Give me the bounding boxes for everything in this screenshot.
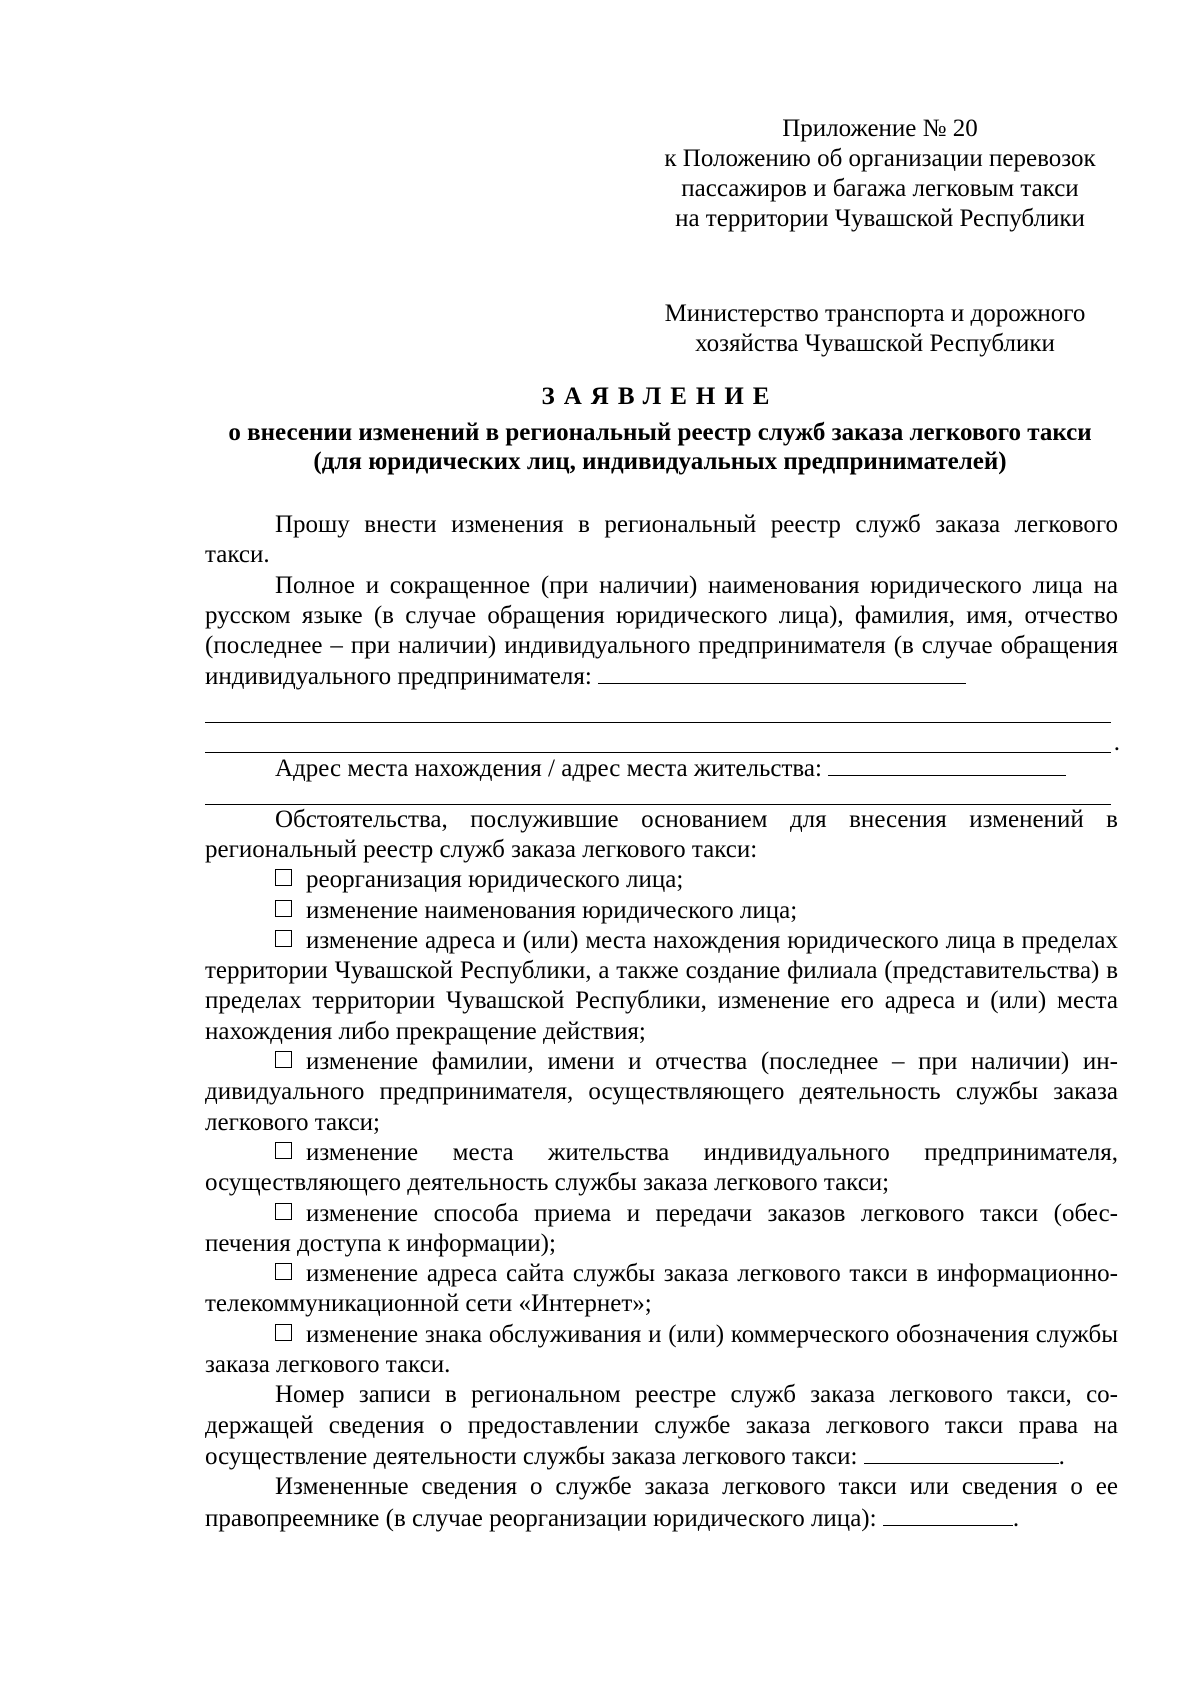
address-input-line[interactable] (828, 753, 1066, 776)
checkbox[interactable] (275, 1203, 292, 1220)
option-label: изменение адреса сайта службы заказа легкового такси в информационно-телекоммуникационной сети «Интернет»; (205, 1260, 1118, 1318)
ministry-line: хозяйства Чувашской Республики (695, 330, 1055, 357)
name-input-line-2[interactable] (205, 693, 1111, 723)
option-item (205, 1259, 1118, 1320)
option-item (205, 926, 1118, 1047)
record-number-label: Номер записи в региональном реестре служб заказа легкового такси, содержащей сведения о предоставлении службе заказа легкового такси права на осуществление деятельности службы заказа легкового такси: (205, 1381, 1118, 1470)
document-title: ЗАЯВЛЕНИЕ (541, 383, 779, 410)
option-label: изменение знака обслуживания и (или) коммерческого обозначения службы заказа легкового такси. (205, 1320, 1118, 1379)
checkbox[interactable] (275, 869, 292, 886)
option-item (205, 1199, 1118, 1260)
period-mark: . (1012, 1504, 1020, 1532)
option-item (205, 865, 1118, 895)
circumstances-intro: Обстоятельства, послужившие основанием для внесения изменений в региональный реестр служб заказа легкового такси: (205, 805, 1118, 863)
checkbox[interactable] (275, 1324, 292, 1341)
appendix-line: на территории Чувашской Республики (675, 205, 1085, 232)
name-input-line[interactable] (598, 661, 966, 684)
option-label: реорганизация юридического лица; (306, 866, 684, 894)
option-item (205, 1047, 1118, 1138)
changed-info-input-line[interactable] (883, 1503, 1013, 1526)
changed-info-label: Измененные сведения о службе заказа легкового такси или сведения о ее правопреемнике (в случае реорганизации юридического лица): (205, 1473, 1118, 1532)
subtitle-line: (для юридических лиц, индивидуальных предпринимателей) (313, 448, 1007, 475)
appendix-line: пассажиров и багажа легковым такси (681, 175, 1079, 202)
ministry-line: Министерство транспорта и дорожного (664, 300, 1086, 327)
address-input-line-2[interactable] (205, 785, 1111, 805)
option-label: изменение адреса и (или) места нахождения юридического лица в пределах территории Чувашской Республики, а также создание филиала (представительства) в пределах территории Чувашской Республики, изменение его адреса и (или) места нахождения либо прекращение действия; (205, 926, 1118, 1045)
option-label: изменение места жительства индивидуального предпринимателя, осуществляющего деятельность службы заказа легкового такси; (205, 1138, 1118, 1197)
addressee-ministry (620, 299, 1130, 359)
checkbox[interactable] (275, 930, 292, 947)
name-field-label: Полное и сокращенное (при наличии) наименования юридического лица на русском языке (в случае обращения юридического лица), фамилия, имя, отчество (последнее – при наличии) индивидуального предпринимателя (в случае обращения индивидуального предпринимателя: (205, 571, 1118, 691)
request-paragraph: Прошу внести изменения в региональный реестр служб заказа легкового такси. (205, 511, 1118, 569)
appendix-line: к Положению об организации перевозок (664, 145, 1096, 172)
option-item (205, 1320, 1118, 1381)
changed-info-paragraph (205, 1472, 1118, 1534)
appendix-line: Приложение № 20 (782, 115, 978, 142)
option-label: изменение наименования юридического лица; (306, 896, 798, 924)
document-subtitle (120, 418, 1200, 476)
appendix-reference (620, 114, 1140, 234)
option-label: изменение фамилии, имени и отчества (последнее – при наличии) индивидуального предпринимателя, осуществляющего деятельность службы заказа легкового такси; (205, 1048, 1118, 1136)
name-field-paragraph (205, 571, 1118, 693)
document-body (205, 510, 1118, 1534)
option-item (205, 1138, 1118, 1199)
name-input-line-3[interactable] (205, 723, 1120, 757)
checkbox[interactable] (275, 1142, 292, 1159)
checkbox[interactable] (275, 1263, 292, 1280)
address-paragraph (205, 753, 1118, 784)
record-number-input-line[interactable] (864, 1441, 1059, 1464)
option-label: изменение способа приема и передачи заказов легкового такси (обеспечения доступа к информации); (205, 1199, 1118, 1257)
period-mark: . (1113, 729, 1120, 757)
option-item (205, 896, 1118, 926)
checkbox[interactable] (275, 1051, 292, 1068)
address-label: Адрес места нахождения / адрес места жительства: (275, 755, 822, 783)
subtitle-line: о внесении изменений в региональный реестр служб заказа легкового такси (228, 419, 1092, 446)
record-number-paragraph (205, 1380, 1118, 1472)
period-mark: . (1058, 1442, 1065, 1470)
checkbox[interactable] (275, 900, 292, 917)
